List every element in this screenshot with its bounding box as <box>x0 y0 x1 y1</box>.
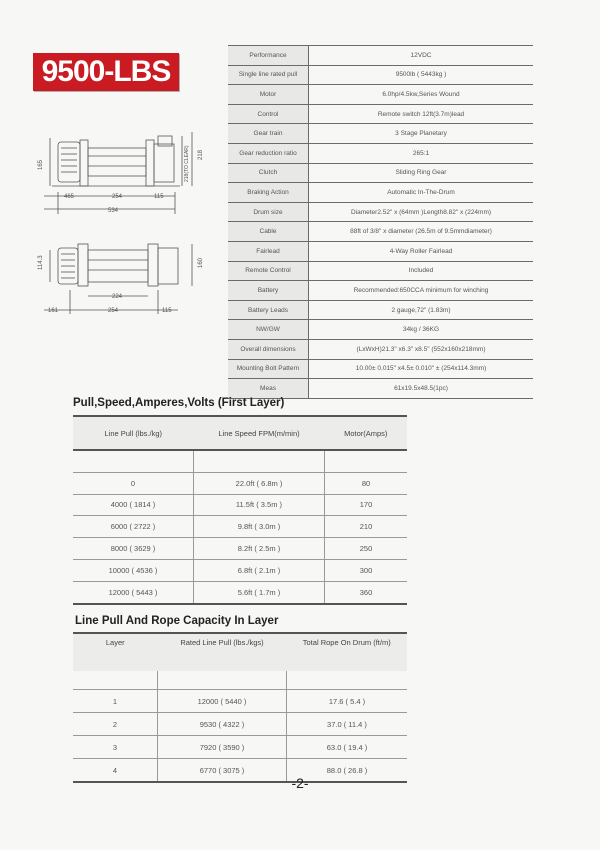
pull-speed-cell: 360 <box>325 581 408 603</box>
dim-114-3: 114.3 <box>38 255 44 270</box>
pull-speed-cell: 8.2ft ( 2.5m ) <box>194 538 325 560</box>
spec-value: Recommended:650CCA minimum for winching <box>309 281 534 301</box>
spec-key: Drum size <box>228 202 309 222</box>
spec-key: Clutch <box>228 163 309 183</box>
table-row <box>73 494 407 516</box>
dim-115-top: 115 <box>162 308 172 314</box>
spec-row <box>228 300 533 320</box>
spec-row <box>228 124 533 144</box>
dim-465: 465 <box>64 194 75 200</box>
pull-speed-table <box>73 415 407 605</box>
spec-key: Gear reduction ratio <box>228 143 309 163</box>
spec-key: Fairlead <box>228 241 309 261</box>
spec-row <box>228 183 533 203</box>
pull-speed-header: Line Speed FPM(m/min) <box>194 416 325 450</box>
spec-value: Diameter2.52" x (64mm )Length8.82" x (224mm) <box>309 202 534 222</box>
pull-speed-cell: 4000 ( 1814 ) <box>73 494 194 516</box>
winch-top-view-drawing <box>30 240 215 320</box>
spec-key: Mounting Bolt Pattern <box>228 359 309 379</box>
rope-capacity-header: Total Rope On Drum (ft/m) <box>287 633 408 671</box>
rope-capacity-table <box>73 632 407 783</box>
table-row <box>73 559 407 581</box>
rope-capacity-cell: 7920 ( 3590 ) <box>158 736 287 759</box>
rope-capacity-cell: 4 <box>73 759 158 783</box>
rope-capacity-header: Layer <box>73 633 158 671</box>
rope-capacity-cell: 1 <box>73 690 158 713</box>
spec-key: Cable <box>228 222 309 242</box>
spec-key: Control <box>228 104 309 124</box>
spec-value: 61x19.5x48.5(1pc) <box>309 379 534 399</box>
table-row <box>73 713 407 736</box>
spec-row <box>228 320 533 340</box>
spacer-cell <box>158 671 287 690</box>
spec-key: Motor <box>228 85 309 105</box>
spacer-row <box>73 671 407 690</box>
table-row <box>73 472 407 494</box>
rope-capacity-cell: 88.0 ( 26.8 ) <box>287 759 408 783</box>
spec-key: Single line rated pull <box>228 65 309 85</box>
spacer-cell <box>73 450 194 472</box>
section1-title: Pull,Speed,Amperes,Volts (First Layer) <box>73 397 285 409</box>
pull-speed-cell: 80 <box>325 472 408 494</box>
dim-to-clear: 218(TO CLEAR) <box>184 145 190 182</box>
dim-160: 160 <box>198 257 204 268</box>
spec-row <box>228 261 533 281</box>
spacer-cell <box>73 671 158 690</box>
pull-speed-cell: 10000 ( 4536 ) <box>73 559 194 581</box>
rope-capacity-cell: 17.6 ( 5.4 ) <box>287 690 408 713</box>
spec-key: Meas <box>228 379 309 399</box>
pull-speed-cell: 0 <box>73 472 194 494</box>
spec-row <box>228 65 533 85</box>
pull-speed-cell: 170 <box>325 494 408 516</box>
pull-speed-cell: 8000 ( 3629 ) <box>73 538 194 560</box>
spec-key: Gear train <box>228 124 309 144</box>
dim-115-front: 115 <box>154 194 164 200</box>
pull-speed-cell: 6.8ft ( 2.1m ) <box>194 559 325 581</box>
spec-value: Automatic In-The-Drum <box>309 183 534 203</box>
spec-value: 34kg / 36KG <box>309 320 534 340</box>
spec-row <box>228 281 533 301</box>
table-row <box>73 516 407 538</box>
spec-value: 9500lb ( 5443kg ) <box>309 65 534 85</box>
dim-224: 224 <box>112 294 123 300</box>
spacer-cell <box>325 450 408 472</box>
pull-speed-cell: 22.0ft ( 6.8m ) <box>194 472 325 494</box>
spec-row <box>228 85 533 105</box>
dim-534: 534 <box>108 208 119 214</box>
spec-key: Remote Control <box>228 261 309 281</box>
spec-key: Battery <box>228 281 309 301</box>
spec-row <box>228 104 533 124</box>
spec-key: NW/GW <box>228 320 309 340</box>
spec-row <box>228 143 533 163</box>
dim-165: 165 <box>38 159 44 170</box>
spec-value: 3 Stage Planetary <box>309 124 534 144</box>
spec-row <box>228 202 533 222</box>
dim-254-front: 254 <box>112 194 123 200</box>
table-row <box>73 538 407 560</box>
spec-key: Battery Leads <box>228 300 309 320</box>
rope-capacity-cell: 6770 ( 3075 ) <box>158 759 287 783</box>
pull-speed-cell: 250 <box>325 538 408 560</box>
spacer-cell <box>287 671 408 690</box>
dim-254-top: 254 <box>108 308 119 314</box>
section2-title: Line Pull And Rope Capacity In Layer <box>75 615 279 627</box>
spec-value: 10.00± 0.015" x4.5± 0.010" ± (254x114.3mm) <box>309 359 534 379</box>
spec-value: 2 gauge,72" (1.83m) <box>309 300 534 320</box>
spec-row <box>228 46 533 66</box>
spec-key: Braking Action <box>228 183 309 203</box>
pull-speed-header: Motor(Amps) <box>325 416 408 450</box>
spec-value: Remote switch 12ft(3.7m)lead <box>309 104 534 124</box>
spec-table <box>228 45 533 399</box>
spec-value: Included <box>309 261 534 281</box>
rope-capacity-cell: 2 <box>73 713 158 736</box>
spec-row <box>228 379 533 399</box>
rope-capacity-cell: 12000 ( 5440 ) <box>158 690 287 713</box>
spec-value: (LxWxH)21.3" x6.3" x8.5" (552x160x218mm) <box>309 339 534 359</box>
rope-capacity-header: Rated Line Pull (lbs./kgs) <box>158 633 287 671</box>
table-row <box>73 736 407 759</box>
rope-capacity-cell: 3 <box>73 736 158 759</box>
spec-row <box>228 241 533 261</box>
page-number: -2- <box>291 775 309 791</box>
spec-row <box>228 339 533 359</box>
winch-front-view-drawing <box>30 130 215 220</box>
spacer-cell <box>194 450 325 472</box>
spec-value: 88ft of 3/8" x diameter (26.5m of 9.5mmdiameter) <box>309 222 534 242</box>
spec-value: 265:1 <box>309 143 534 163</box>
rope-capacity-cell: 37.0 ( 11.4 ) <box>287 713 408 736</box>
pull-speed-cell: 210 <box>325 516 408 538</box>
rope-capacity-cell: 63.0 ( 19.4 ) <box>287 736 408 759</box>
dim-218: 218 <box>198 149 204 160</box>
dim-161: 161 <box>48 308 59 314</box>
pull-speed-cell: 9.8ft ( 3.0m ) <box>194 516 325 538</box>
spec-key: Performance <box>228 46 309 66</box>
rope-capacity-cell: 9530 ( 4322 ) <box>158 713 287 736</box>
spec-row <box>228 359 533 379</box>
pull-speed-cell: 11.5ft ( 3.5m ) <box>194 494 325 516</box>
pull-speed-cell: 12000 ( 5443 ) <box>73 581 194 603</box>
spec-value: 4-Way Roller Fairlead <box>309 241 534 261</box>
pull-speed-cell: 6000 ( 2722 ) <box>73 516 194 538</box>
spec-key: Overall dimensions <box>228 339 309 359</box>
spec-value: Sliding Ring Gear <box>309 163 534 183</box>
pull-speed-cell: 300 <box>325 559 408 581</box>
spec-value: 6.0hp/4.5kw,Series Wound <box>309 85 534 105</box>
pull-speed-header: Line Pull (lbs./kg) <box>73 416 194 450</box>
model-badge: 9500-LBS <box>33 53 179 91</box>
table-row <box>73 690 407 713</box>
pull-speed-cell: 5.6ft ( 1.7m ) <box>194 581 325 603</box>
spec-row <box>228 222 533 242</box>
table-row <box>73 581 407 603</box>
spec-row <box>228 163 533 183</box>
spec-value: 12VDC <box>309 46 534 66</box>
spacer-row <box>73 450 407 472</box>
